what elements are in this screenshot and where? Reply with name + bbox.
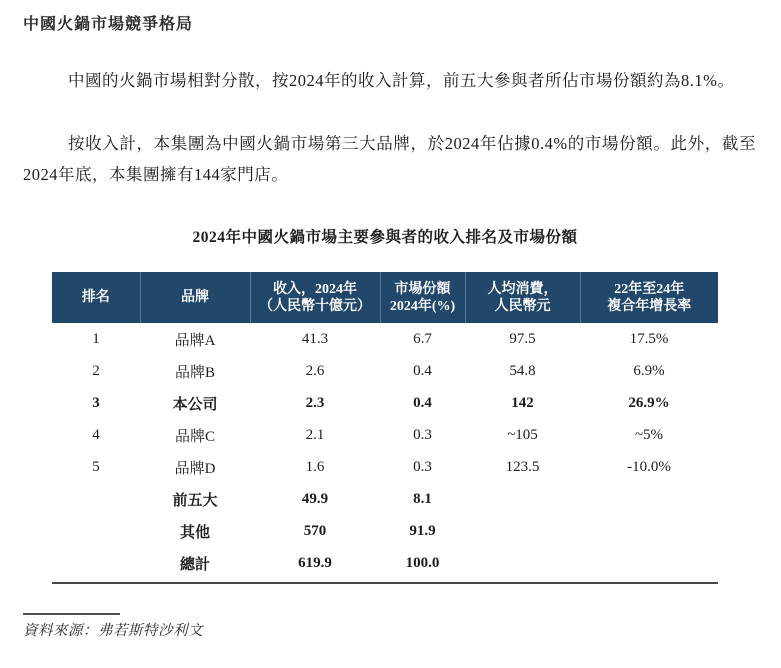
table-row-brand-d xyxy=(52,451,718,483)
table-cell: 619.9 xyxy=(298,554,332,571)
paragraph-group-position: 按收入計，本集團為中國火鍋市場第三大品牌，於2024年佔據0.4%的市場份額。此外，截至2024年底，本集團擁有144家門店。 xyxy=(23,134,756,184)
table-cell: 123.5 xyxy=(505,458,540,475)
table-cell: 54.8 xyxy=(509,362,536,379)
table-row-brand-b xyxy=(52,355,718,387)
col-header-line: （人民幣十億元） xyxy=(259,298,371,314)
col-header-brand xyxy=(140,272,250,323)
table-cell: 6.9% xyxy=(633,362,665,379)
col-header-line: 人均消費， xyxy=(487,281,558,297)
table-cell xyxy=(580,515,718,547)
table-cell: 8.1 xyxy=(413,490,432,507)
table-cell: 26.9% xyxy=(628,394,670,411)
table-row-company xyxy=(52,387,718,419)
table-cell: 0.3 xyxy=(413,426,432,443)
table-cell: ~105 xyxy=(507,426,538,443)
col-header-line: 收入，2024年 xyxy=(273,281,357,297)
table-cell: 2.6 xyxy=(305,362,325,379)
table-cell: 41.3 xyxy=(301,330,329,347)
paragraph-market-overview: 中國的火鍋市場相對分散，按2024年的收入計算，前五大參與者所佔市場份額約為8.1%。 xyxy=(68,71,735,90)
col-header-line: 人民幣元 xyxy=(494,298,551,314)
table-cell: 前五大 xyxy=(172,492,218,509)
col-header-cagr xyxy=(580,272,718,323)
table-cell: 6.7 xyxy=(413,330,432,347)
table-cell: -10.0% xyxy=(627,458,671,475)
table-cell xyxy=(465,515,580,547)
table-cell: 2.3 xyxy=(305,394,325,411)
col-header-line: 22年至24年 xyxy=(614,281,685,297)
table-cell xyxy=(52,515,140,547)
table-cell: 1 xyxy=(92,330,100,347)
table-cell: 49.9 xyxy=(301,490,329,507)
col-header-line: 排名 xyxy=(81,290,110,305)
table-cell: 4 xyxy=(92,426,100,443)
table-header-row xyxy=(52,272,718,323)
col-header-line: 2024年(%) xyxy=(389,298,456,314)
table-cell: 0.3 xyxy=(413,458,432,475)
table-row-top-five xyxy=(52,483,718,515)
col-header-per-capita xyxy=(465,272,580,323)
table-cell: 品牌C xyxy=(174,428,215,445)
section-heading: 中國火鍋市場競爭格局 xyxy=(23,16,194,33)
table-cell: 0.4 xyxy=(413,362,432,379)
table-cell: 5 xyxy=(92,458,100,475)
col-header-rank xyxy=(52,272,140,323)
table-bottom-divider xyxy=(52,582,718,584)
table-cell: 91.9 xyxy=(409,522,436,539)
table-title: 2024年中國火鍋市場主要參與者的收入排名及市場份額 xyxy=(192,229,578,246)
table-cell: 2.1 xyxy=(305,426,325,443)
col-header-line: 品牌 xyxy=(181,290,209,305)
table-cell: 本公司 xyxy=(172,396,218,413)
table-cell xyxy=(52,483,140,515)
table-cell xyxy=(465,547,580,579)
table-cell: 其他 xyxy=(179,524,210,541)
table-row-brand-a xyxy=(52,323,718,355)
col-header-revenue xyxy=(250,272,380,323)
table-row-others xyxy=(52,515,718,547)
table-cell xyxy=(465,483,580,515)
market-ranking-table xyxy=(52,272,718,579)
table-row-total xyxy=(52,547,718,579)
table-cell: 17.5% xyxy=(629,330,669,347)
table-cell: 品牌A xyxy=(174,332,216,349)
table-cell: 品牌B xyxy=(174,364,215,381)
table-cell: 142 xyxy=(511,394,534,411)
table-cell xyxy=(580,483,718,515)
table-cell: 0.4 xyxy=(413,394,432,411)
source-note: 資料來源：弗若斯特沙利文 xyxy=(23,623,203,639)
table-cell: 品牌D xyxy=(174,460,216,477)
col-header-line: 市場份額 xyxy=(394,281,451,297)
col-header-market-share xyxy=(380,272,465,323)
table-cell: 1.6 xyxy=(305,458,325,475)
table-cell xyxy=(52,547,140,579)
col-header-line: 複合年增長率 xyxy=(607,298,692,314)
table-cell xyxy=(580,547,718,579)
table-cell: 97.5 xyxy=(509,330,536,347)
table-cell: 2 xyxy=(92,362,100,379)
table-cell: 570 xyxy=(303,522,327,539)
table-cell: 100.0 xyxy=(405,554,440,571)
table-cell: 總計 xyxy=(179,556,210,573)
table-row-brand-c xyxy=(52,419,718,451)
table-cell: ~5% xyxy=(634,426,664,443)
footnote-divider xyxy=(23,613,120,615)
table-cell: 3 xyxy=(92,394,100,411)
